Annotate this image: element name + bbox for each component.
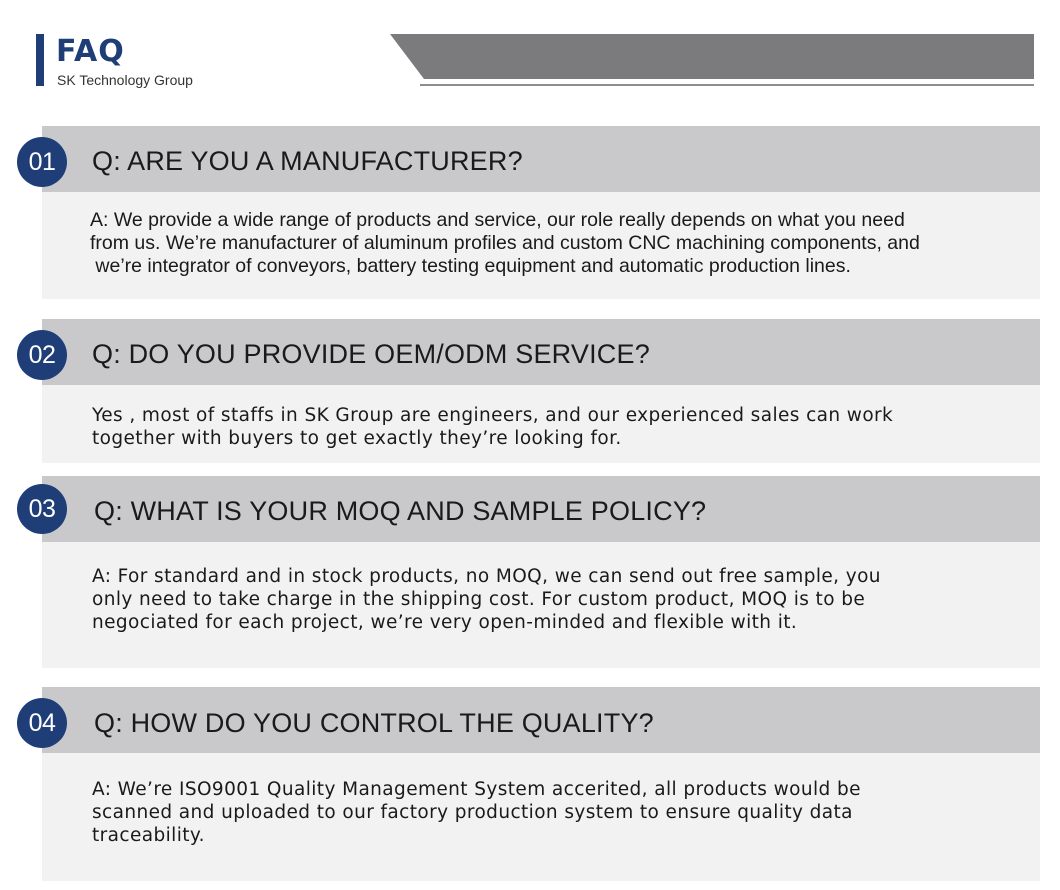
page-subtitle: SK Technology Group xyxy=(57,72,193,88)
faq-number-badge: 02 xyxy=(17,330,67,380)
faq-question: Q: WHAT IS YOUR MOQ AND SAMPLE POLICY? xyxy=(94,496,707,526)
faq-number-badge: 01 xyxy=(17,137,67,187)
answer-line: together with buyers to get exactly they’re looking for. xyxy=(92,428,622,449)
faq-question: Q: HOW DO YOU CONTROL THE QUALITY? xyxy=(94,708,654,738)
header-banner xyxy=(390,34,1034,79)
answer-line: only need to take charge in the shipping cost. For custom product, MOQ is to be xyxy=(92,589,866,610)
page-title: FAQ xyxy=(56,34,125,69)
answer-line: A: We provide a wide range of products and service, our role really depends on what you need xyxy=(90,209,905,231)
answer-line: A: For standard and in stock products, no MOQ, we can send out free sample, you xyxy=(92,566,881,587)
answer-line: we’re integrator of conveyors, battery testing equipment and automatic production lines. xyxy=(90,255,851,277)
faq-question: Q: DO YOU PROVIDE OEM/ODM SERVICE? xyxy=(92,339,650,369)
faq-answer xyxy=(90,209,1020,278)
faq-question: Q: ARE YOU A MANUFACTURER? xyxy=(92,146,523,176)
answer-line: A: We’re ISO9001 Quality Management System accerited, all products would be xyxy=(92,779,861,800)
faq-answer xyxy=(92,404,1022,450)
answer-line: traceability. xyxy=(92,825,205,846)
answer-line: from us. We’re manufacturer of aluminum profiles and custom CNC machining components, and xyxy=(90,232,920,254)
faq-number-badge: 04 xyxy=(17,698,67,748)
answer-line: scanned and uploaded to our factory production system to ensure quality data xyxy=(92,802,853,823)
header-divider xyxy=(420,84,1034,86)
faq-answer xyxy=(92,565,1022,634)
answer-line: negociated for each project, we’re very open-minded and flexible with it. xyxy=(92,612,798,633)
faq-number-badge: 03 xyxy=(17,484,67,534)
answer-line: Yes , most of staffs in SK Group are engineers, and our experienced sales can work xyxy=(92,405,894,426)
header-accent-bar xyxy=(36,34,44,86)
faq-answer xyxy=(92,778,1022,847)
